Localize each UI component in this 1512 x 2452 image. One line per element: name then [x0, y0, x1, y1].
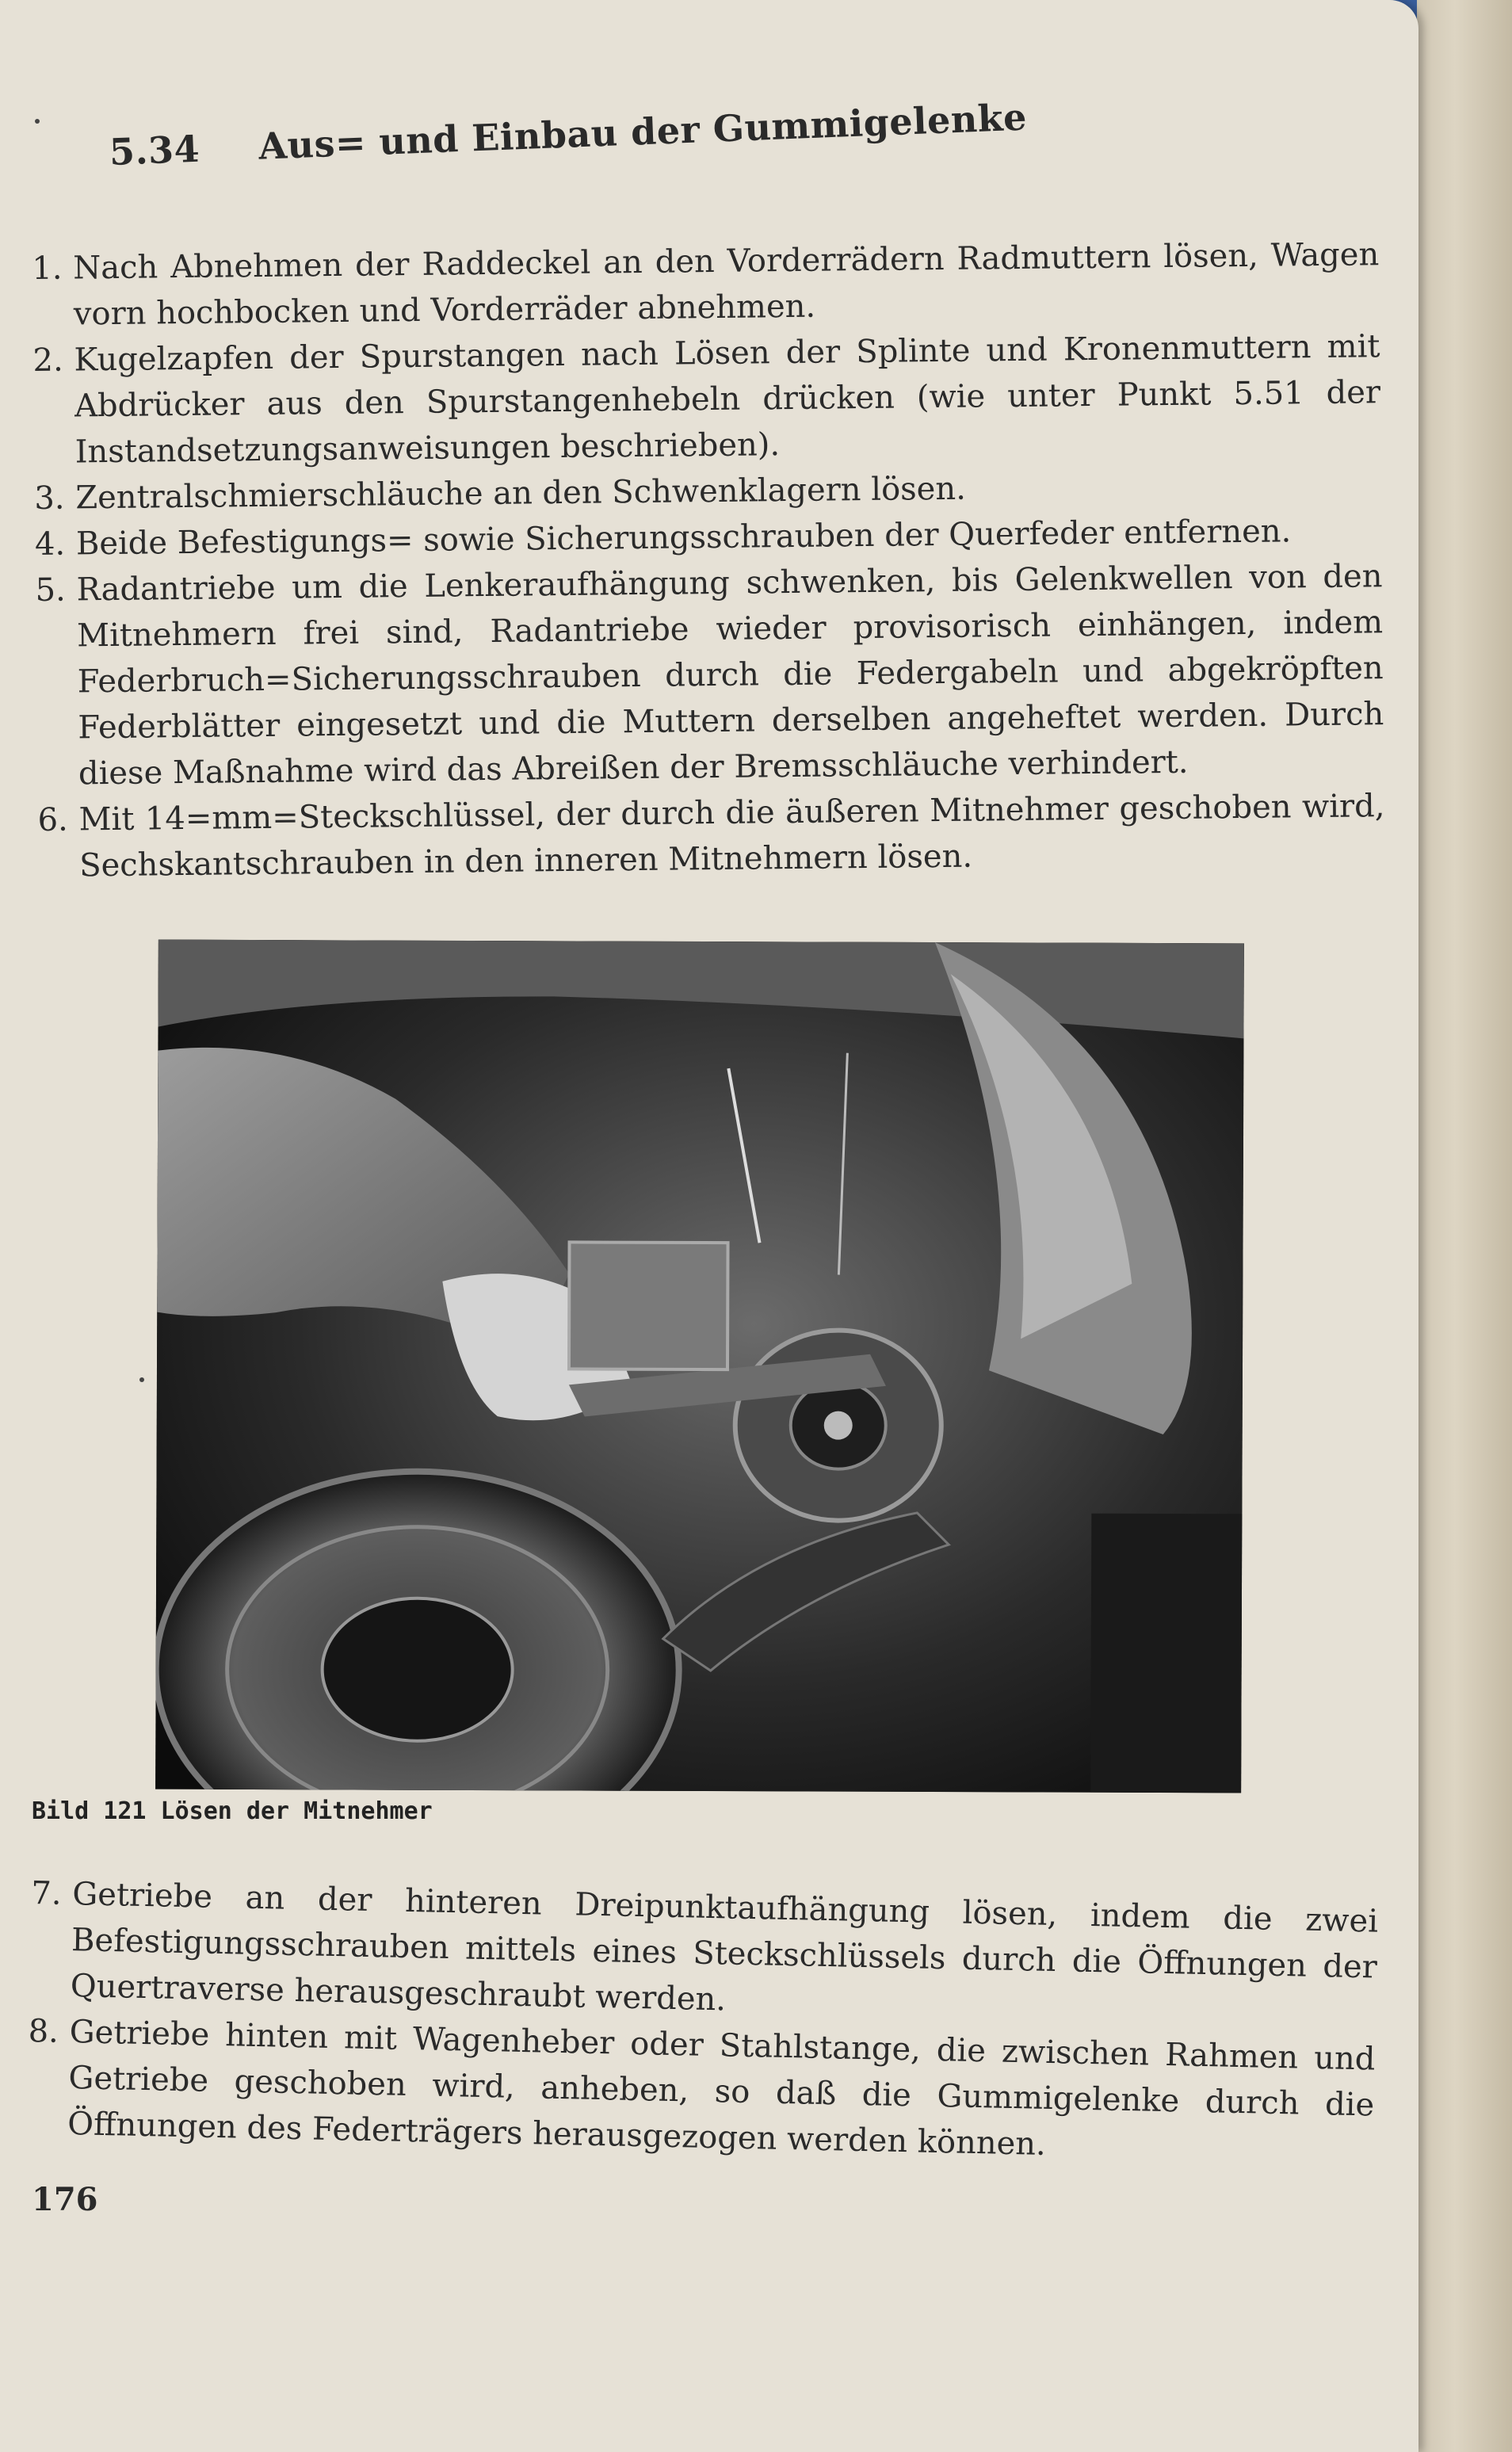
wheel-hub-photo-illustration [155, 940, 1244, 1793]
step-text: Getriebe hinten mit Wagenheber oder Stahlstange, die zwischen Rahmen und Getriebe geschoben wird, anheben, so daß die Gummigelenke durch die Öffnungen des Federträgers herausgezogen werden können. [67, 2014, 1376, 2163]
list-item [32, 323, 1381, 476]
list-item [37, 783, 1385, 889]
figure-caption: Bild 121 Lösen der Mitnehmer [32, 1797, 433, 1825]
step-number: 6. [37, 801, 69, 838]
figure-photo [155, 940, 1244, 1793]
step-number: 3. [34, 479, 65, 517]
section-number: 5.34 [108, 127, 200, 174]
step-text: Kugelzapfen der Spurstangen nach Lösen der Splinte und Kronenmuttern mit Abdrücker aus den Spurstangenhebeln drücken (wie unter Punkt 5.51 der Instandsetzungsanweisungen beschrieben). [74, 328, 1381, 471]
step-text: Nach Abnehmen der Raddeckel an den Vorderrädern Radmuttern lösen, Wagen vorn hochbocken und Vorderräder abnehmen. [73, 236, 1380, 333]
list-item [29, 1870, 1378, 2037]
list-item [26, 2008, 1376, 2175]
adjacent-page-edge [1417, 0, 1512, 2452]
step-text: Radantriebe um die Lenkeraufhängung schwenken, bis Gelenkwellen von den Mitnehmern frei sind, Radantriebe wieder provisorisch einhängen, indem Federbruch=Sicherungsschrauben durch die Federgabeln und abgekröpften Federblätter eingesetzt und die Muttern derselben angeheftet werden. Durch diese Maßnahme wird das Abreißen der Bremsschläuche verhindert. [76, 558, 1384, 793]
steps-list-bottom [26, 1870, 1379, 2175]
steps-list-top [32, 231, 1385, 889]
step-number: 1. [32, 250, 63, 287]
step-text: Getriebe an der hinteren Dreipunktaufhängung lösen, indem die zwei Befestigungsschrauben mittels eines Steckschlüssels durch die Öffnungen der Quertraverse herausgeschraubt werden. [70, 1876, 1379, 2019]
list-item [35, 553, 1384, 797]
list-item [32, 231, 1380, 338]
step-number: 7. [30, 1874, 63, 1912]
step-text: Beide Befestigungs= sowie Sicherungsschrauben der Querfeder entfernen. [75, 513, 1292, 563]
section-heading [109, 96, 1028, 174]
print-speck [139, 1377, 144, 1382]
step-number: 4. [34, 525, 66, 563]
print-speck [35, 119, 40, 124]
step-number: 5. [35, 571, 66, 609]
step-text: Mit 14=mm=Steckschlüssel, der durch die äußeren Mitnehmer geschoben wird, Sechskantschrauben in den inneren Mitnehmern lösen. [78, 788, 1385, 884]
section-title: Aus= und Einbau der Gummigelenke [258, 95, 1028, 168]
step-number: 8. [28, 2012, 59, 2050]
page-number: 176 [32, 2181, 98, 2218]
step-text: Zentralschmierschläuche an den Schwenklagern lösen. [75, 470, 967, 517]
step-number: 2. [32, 342, 63, 379]
